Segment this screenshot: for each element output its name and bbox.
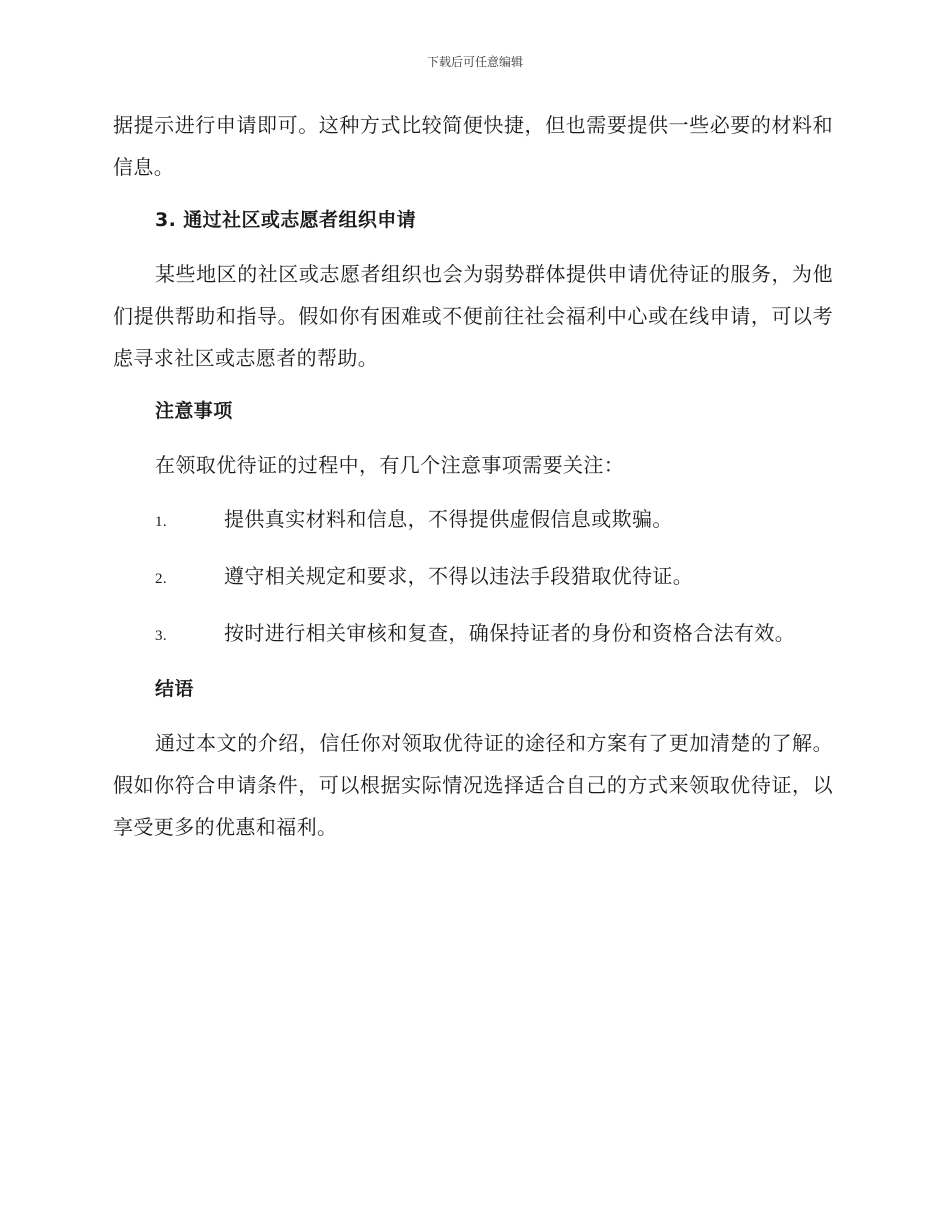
list-item-number: 1. [155, 514, 168, 530]
method3-heading: 3. 通过社区或志愿者组织申请 [155, 209, 417, 231]
list-item-text: 遵守相关规定和要求，不得以违法手段猎取优待证。 [224, 564, 694, 588]
page-header: 下载后可任意编辑 [426, 55, 523, 69]
notes-heading: 注意事项 [155, 400, 233, 422]
notes-intro-paragraph: 在领取优待证的过程中，有几个注意事项需要关注： [155, 453, 625, 477]
list-item [113, 498, 833, 543]
document-body [113, 104, 833, 860]
conclusion-heading: 结语 [155, 678, 194, 700]
list-item-text: 提供真实材料和信息，不得提供虚假信息或欺骗。 [224, 507, 673, 531]
list-item [113, 612, 833, 657]
list-item [113, 555, 833, 600]
method3-paragraph: 某些地区的社区或志愿者组织也会为弱势群体提供申请优待证的服务，为他们提供帮助和指导。假如你有困难或不便前往社会福利中心或在线申请，可以考虑寻求社区或志愿者的帮助。 [113, 262, 833, 370]
notes-list [113, 498, 833, 657]
list-item-text: 按时进行相关审核和复查，确保持证者的身份和资格合法有效。 [224, 621, 796, 645]
list-item-number: 2. [155, 571, 168, 587]
intro-paragraph: 据提示进行申请即可。这种方式比较简便快捷，但也需要提供一些必要的材料和信息。 [113, 113, 833, 179]
conclusion-paragraph: 通过本文的介绍，信任你对领取优待证的途径和方案有了更加清楚的了解。假如你符合申请条件，可以根据实际情况选择适合自己的方式来领取优待证，以享受更多的优惠和福利。 [113, 731, 833, 839]
list-item-number: 3. [155, 628, 168, 644]
